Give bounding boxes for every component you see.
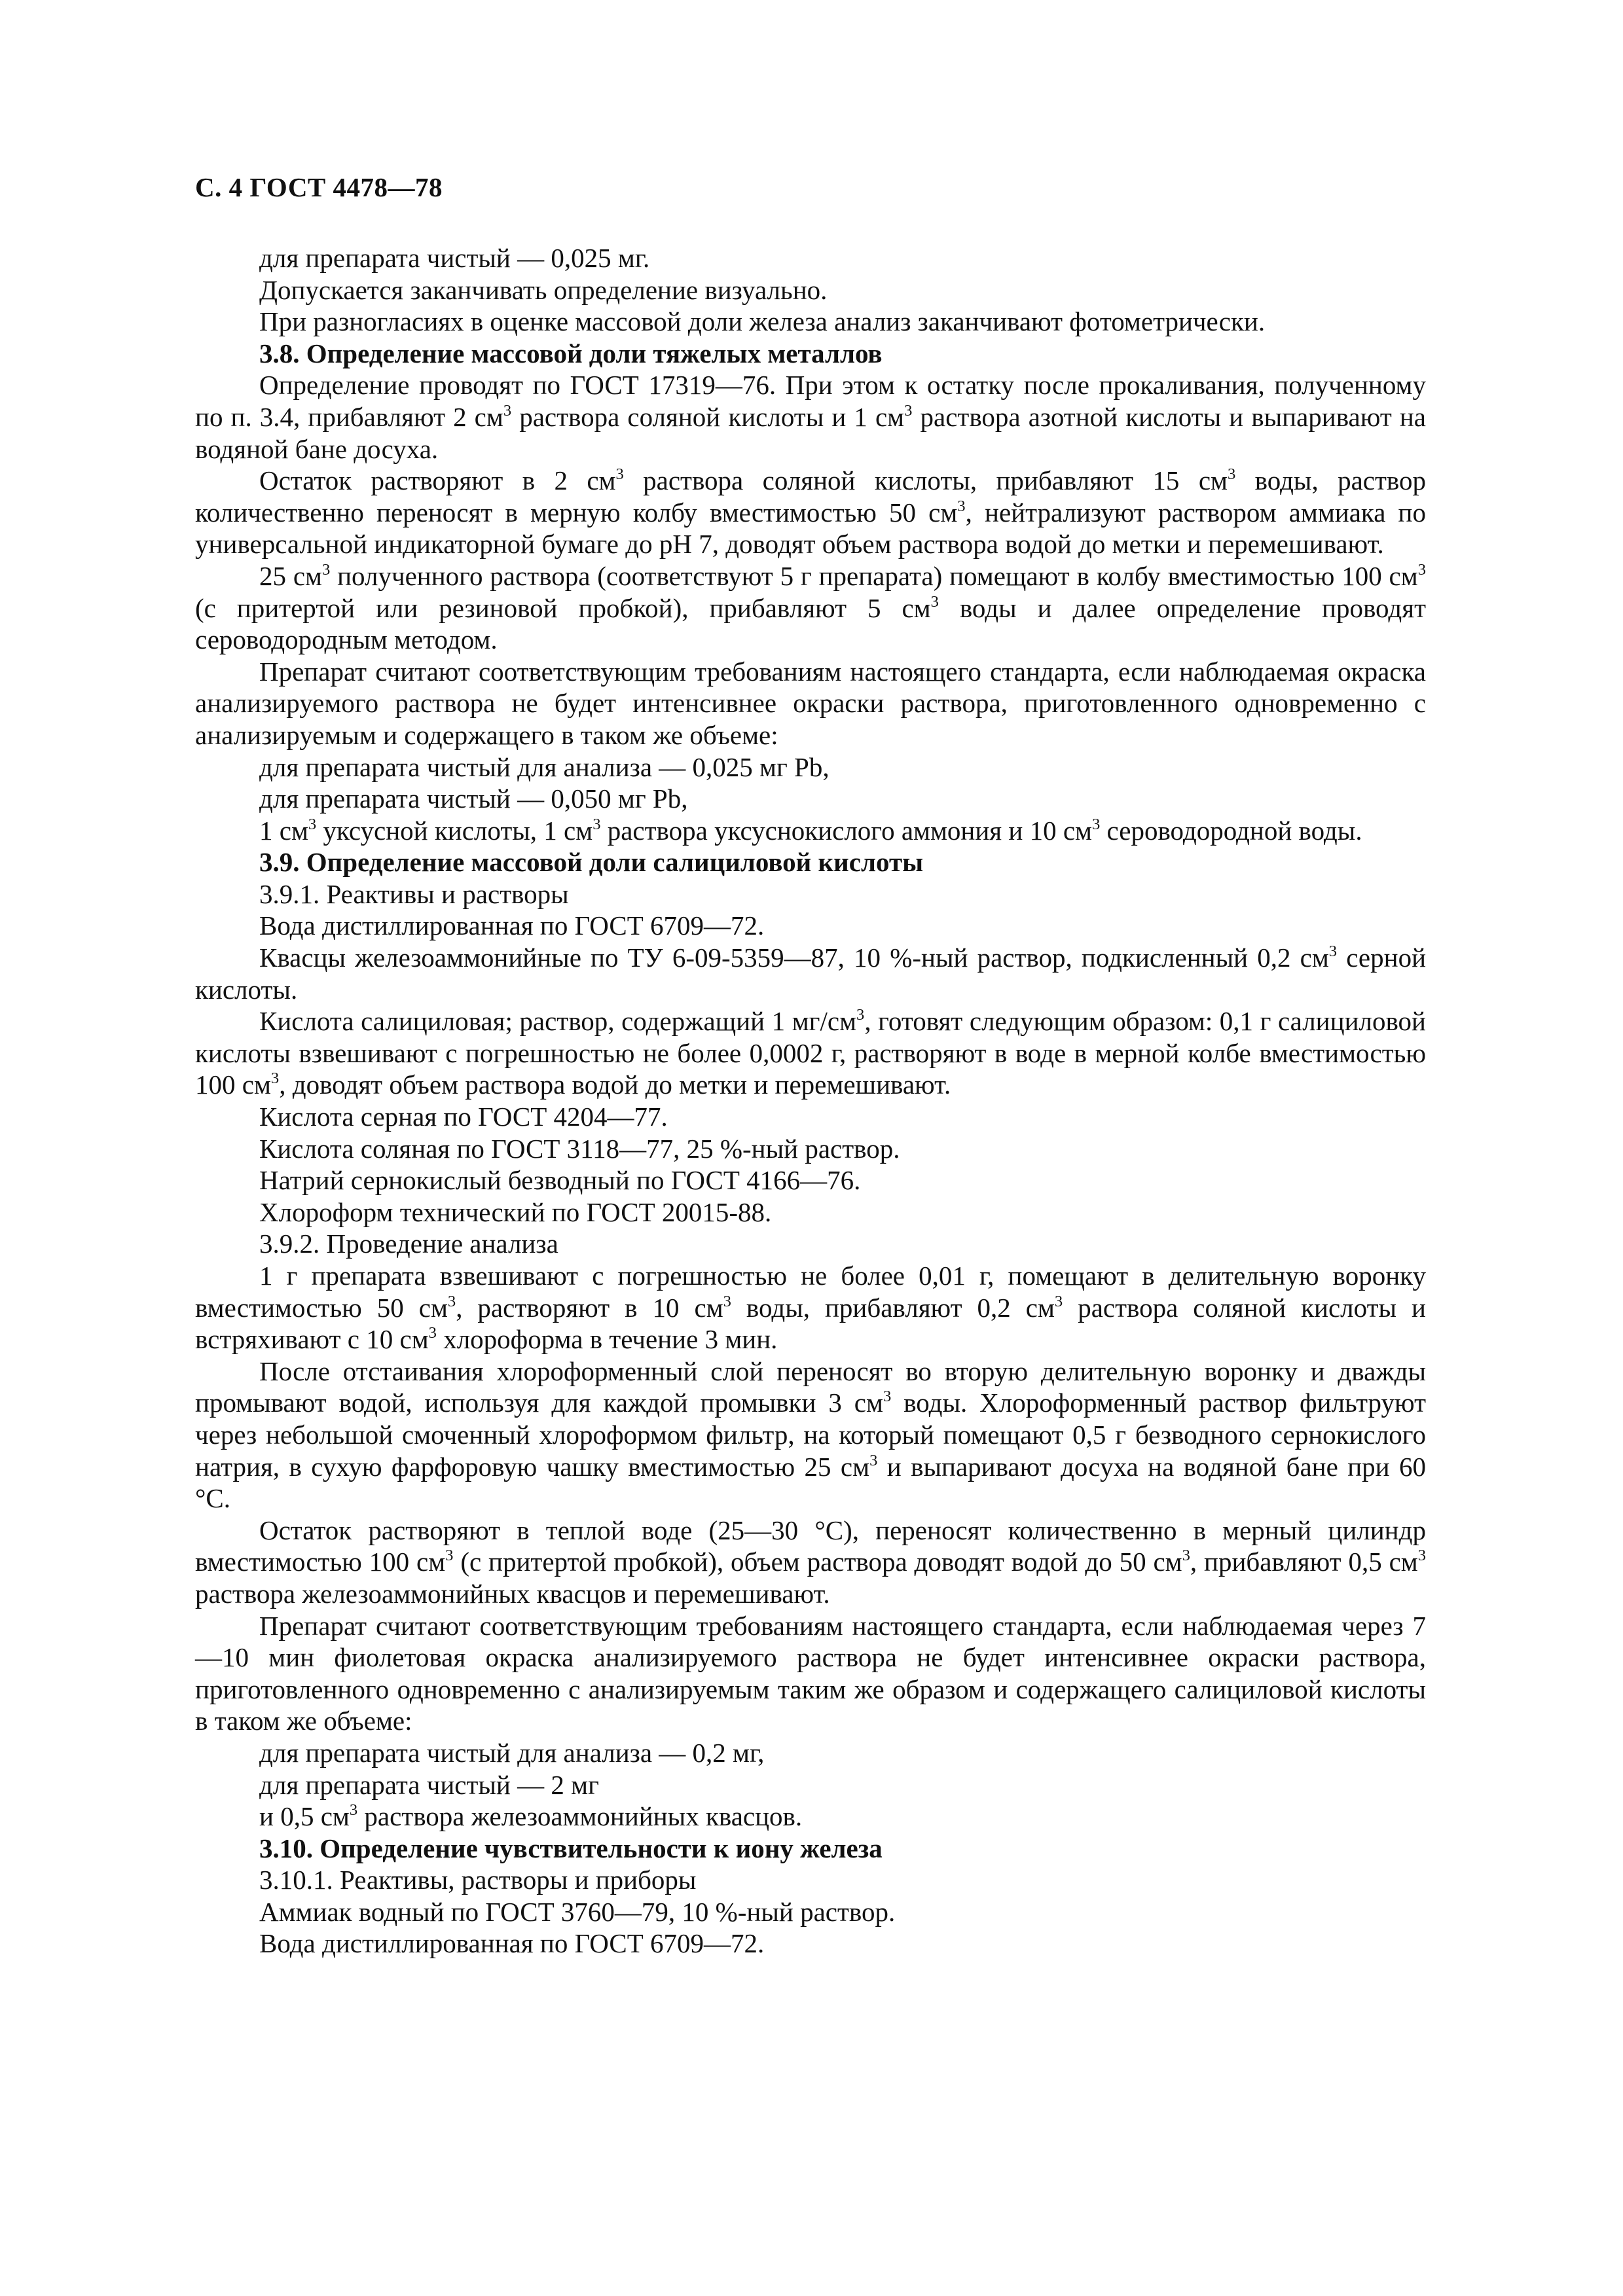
section-heading xyxy=(195,1833,1426,1865)
superscript: 3 xyxy=(1417,1547,1427,1565)
section-heading xyxy=(195,846,1426,878)
superscript: 3 xyxy=(270,1069,280,1088)
text-run: Препарат считают соответствующим требованиям настоящего стандарта, если наблюдаемая окраска анализируемого раствора не будет интенсивнее окраски раствора, приготовленного одновременно с анализируемым и содержащего в таком же объеме: xyxy=(195,656,1426,750)
text-run: раствора железоаммонийных квасцов и перемешивают. xyxy=(195,1578,830,1609)
superscript: 3 xyxy=(883,1388,892,1406)
text-run: 3.9.1. Реактивы и растворы xyxy=(259,878,569,909)
text-run: , растворяют в 10 см xyxy=(456,1292,723,1323)
paragraph xyxy=(195,560,1426,656)
text-run: воды, прибавляют 0,2 см xyxy=(731,1292,1055,1323)
text-run: для препарата чистый для анализа — 0,2 мг, xyxy=(259,1737,765,1768)
paragraph xyxy=(195,306,1426,338)
text-run: и 0,5 см xyxy=(259,1801,350,1832)
text-run: раствора соляной кислоты, прибавляют 15 см xyxy=(623,465,1228,496)
text-run: раствора соляной кислоты и встряхивают с 10 см xyxy=(195,1292,1426,1355)
text-run: Вода дистиллированная по ГОСТ 6709—72. xyxy=(259,910,765,941)
text-run: 3.9. Определение массовой доли салициловой кислоты xyxy=(259,847,924,878)
text-run: раствора соляной кислоты и 1 см xyxy=(511,401,905,432)
paragraph xyxy=(195,1737,1426,1769)
page-header: С. 4 ГОСТ 4478—78 xyxy=(195,172,443,202)
text-run: 3.10. Определение чувствительности к иону железа xyxy=(259,1833,883,1863)
superscript: 3 xyxy=(349,1801,358,1820)
text-run: полученного раствора (соответствуют 5 г препарата) помещают в колбу вместимостью 100 см xyxy=(330,560,1418,591)
text-run: Хлороформ технический по ГОСТ 20015-88. xyxy=(259,1196,772,1227)
paragraph xyxy=(195,1164,1426,1196)
paragraph xyxy=(195,465,1426,560)
superscript: 3 xyxy=(930,592,939,611)
text-run: Аммиак водный по ГОСТ 3760—79, 10 %-ный раствор. xyxy=(259,1896,896,1927)
paragraph xyxy=(195,942,1426,1005)
paragraph xyxy=(195,751,1426,783)
text-run: для препарата чистый — 2 мг xyxy=(259,1769,599,1800)
text-run: раствора уксуснокислого аммония и 10 см xyxy=(600,815,1092,846)
text-run: Натрий сернокислый безводный по ГОСТ 4166—76. xyxy=(259,1165,861,1196)
superscript: 3 xyxy=(308,815,317,833)
text-run: Допускается заканчивать определение визуально. xyxy=(259,274,828,305)
paragraph xyxy=(195,1005,1426,1101)
superscript: 3 xyxy=(869,1451,878,1469)
paragraph xyxy=(195,1260,1426,1355)
text-run: Остаток растворяют в 2 см xyxy=(259,465,616,496)
superscript: 3 xyxy=(1054,1292,1063,1310)
paragraph xyxy=(195,815,1426,847)
text-run: , доводят объем раствора водой до метки и перемешивают. xyxy=(279,1069,951,1100)
superscript: 3 xyxy=(723,1292,731,1310)
text-run: серной кислоты. xyxy=(195,942,1427,1005)
text-run: Кислота серная по ГОСТ 4204—77. xyxy=(259,1102,668,1132)
superscript: 3 xyxy=(1092,815,1101,833)
superscript: 3 xyxy=(1417,560,1426,579)
text-run: , нейтрализуют раствором аммиака по универсальной индикаторной бумаге до pH 7, доводят объем раствора водой до метки и перемешивают. xyxy=(195,497,1426,560)
text-run: 3.9.2. Проведение анализа xyxy=(259,1229,558,1259)
paragraph xyxy=(195,1133,1426,1165)
text-run: Квасцы железоаммонийные по ТУ 6-09-5359—87, 10 %-ный раствор, подкисленный 0,2 см xyxy=(259,942,1329,973)
paragraph xyxy=(195,878,1426,910)
text-run: Препарат считают соответствующим требованиям настоящего стандарта, если наблюдаемая через 7—10 мин фиолетовая окраска анализируемого раствора не будет интенсивнее окраски раствора, приготовленного одновременно с анализируемым таким же образом и содержащего салициловой кислоты в таком же объеме: xyxy=(195,1610,1426,1736)
text-run: раствора азотной кислоты и выпаривают на водяной бане досуха. xyxy=(195,401,1426,464)
text-run: для препарата чистый для анализа — 0,025 мг Pb, xyxy=(259,751,830,782)
text-run: (с притертой пробкой), объем раствора доводят водой до 50 см xyxy=(453,1547,1182,1577)
paragraph xyxy=(195,656,1426,751)
text-run: После отстаивания хлороформенный слой переносят во вторую делительную воронку и дважды промывают водой, используя для каждой промывки 3 см xyxy=(195,1355,1426,1418)
superscript: 3 xyxy=(447,1292,456,1310)
text-run: Вода дистиллированная по ГОСТ 6709—72. xyxy=(259,1928,765,1959)
paragraph xyxy=(195,1196,1426,1229)
paragraph xyxy=(195,910,1426,942)
text-run: воды. Хлороформенный раствор фильтруют через небольшой смоченный хлороформом фильтр, на который помещают 0,5 г безводного сернокислого натрия, в сухую фарфоровую чашку вместимостью 25 см xyxy=(195,1388,1426,1482)
text-run: раствора железоаммонийных квасцов. xyxy=(357,1801,803,1832)
text-run: Определение проводят по ГОСТ 17319—76. При этом к остатку после прокаливания, полученному по п. 3.4, прибавляют 2 см xyxy=(195,370,1426,432)
superscript: 3 xyxy=(957,497,966,515)
superscript: 3 xyxy=(904,401,913,420)
text-run: 3.8. Определение массовой доли тяжелых металлов xyxy=(259,338,883,368)
text-run: сероводородной воды. xyxy=(1100,815,1362,846)
paragraph xyxy=(195,783,1426,815)
paragraph xyxy=(195,1610,1426,1737)
superscript: 3 xyxy=(856,1006,865,1024)
text-run: для препарата чистый — 0,025 мг. xyxy=(259,243,650,273)
paragraph xyxy=(195,1769,1426,1801)
superscript: 3 xyxy=(615,465,624,484)
text-run: (с притертой или резиновой пробкой), прибавляют 5 см xyxy=(195,592,931,623)
text-run: Остаток растворяют в теплой воде (25—30 °С), переносят количественно в мерный цилиндр вместимостью 100 см xyxy=(195,1515,1426,1577)
paragraph xyxy=(195,1515,1426,1610)
text-run: 1 см xyxy=(259,815,308,846)
paragraph xyxy=(195,1864,1426,1896)
document-body xyxy=(195,242,1426,1960)
superscript: 3 xyxy=(445,1547,454,1565)
text-run: , готовят следующим образом: 0,1 г салициловой кислоты взвешивают с погрешностью не более 0,0002 г, растворяют в воде в мерной колбе вместимостью 100 см xyxy=(195,1006,1426,1100)
paragraph xyxy=(195,369,1426,465)
text-run: воды и далее определение проводят сероводородным методом. xyxy=(195,592,1427,655)
superscript: 3 xyxy=(1328,942,1338,961)
superscript: 3 xyxy=(593,815,601,833)
text-run: хлороформа в течение 3 мин. xyxy=(436,1324,778,1355)
text-run: 25 см xyxy=(259,560,322,591)
paragraph xyxy=(195,1896,1426,1928)
superscript: 3 xyxy=(1227,465,1236,484)
text-run: уксусной кислоты, 1 см xyxy=(316,815,593,846)
paragraph xyxy=(195,1228,1426,1260)
text-run: При разногласиях в оценке массовой доли железа анализ заканчивают фотометрически. xyxy=(259,306,1266,337)
superscript: 3 xyxy=(321,560,331,579)
text-run: для препарата чистый — 0,050 мг Pb, xyxy=(259,783,688,814)
text-run: Кислота соляная по ГОСТ 3118—77, 25 %-ный раствор. xyxy=(259,1133,900,1164)
paragraph xyxy=(195,1928,1426,1960)
paragraph xyxy=(195,274,1426,306)
paragraph xyxy=(195,1355,1426,1515)
text-run: 1 г препарата взвешивают с погрешностью не более 0,01 г, помещают в делительную воронку вместимостью 50 см xyxy=(195,1261,1426,1323)
paragraph xyxy=(195,242,1426,274)
text-run: и выпаривают досуха на водяной бане при 60 °С. xyxy=(195,1451,1426,1514)
section-heading xyxy=(195,338,1426,370)
text-run: воды, раствор количественно переносят в мерную колбу вместимостью 50 см xyxy=(195,465,1426,528)
paragraph xyxy=(195,1101,1426,1133)
text-run: 3.10.1. Реактивы, растворы и приборы xyxy=(259,1865,697,1895)
text-run: Кислота салициловая; раствор, содержащий 1 мг/см xyxy=(259,1006,857,1037)
superscript: 3 xyxy=(428,1324,437,1342)
superscript: 3 xyxy=(503,401,512,420)
text-run: , прибавляют 0,5 см xyxy=(1190,1547,1418,1577)
superscript: 3 xyxy=(1182,1547,1190,1565)
paragraph xyxy=(195,1801,1426,1833)
